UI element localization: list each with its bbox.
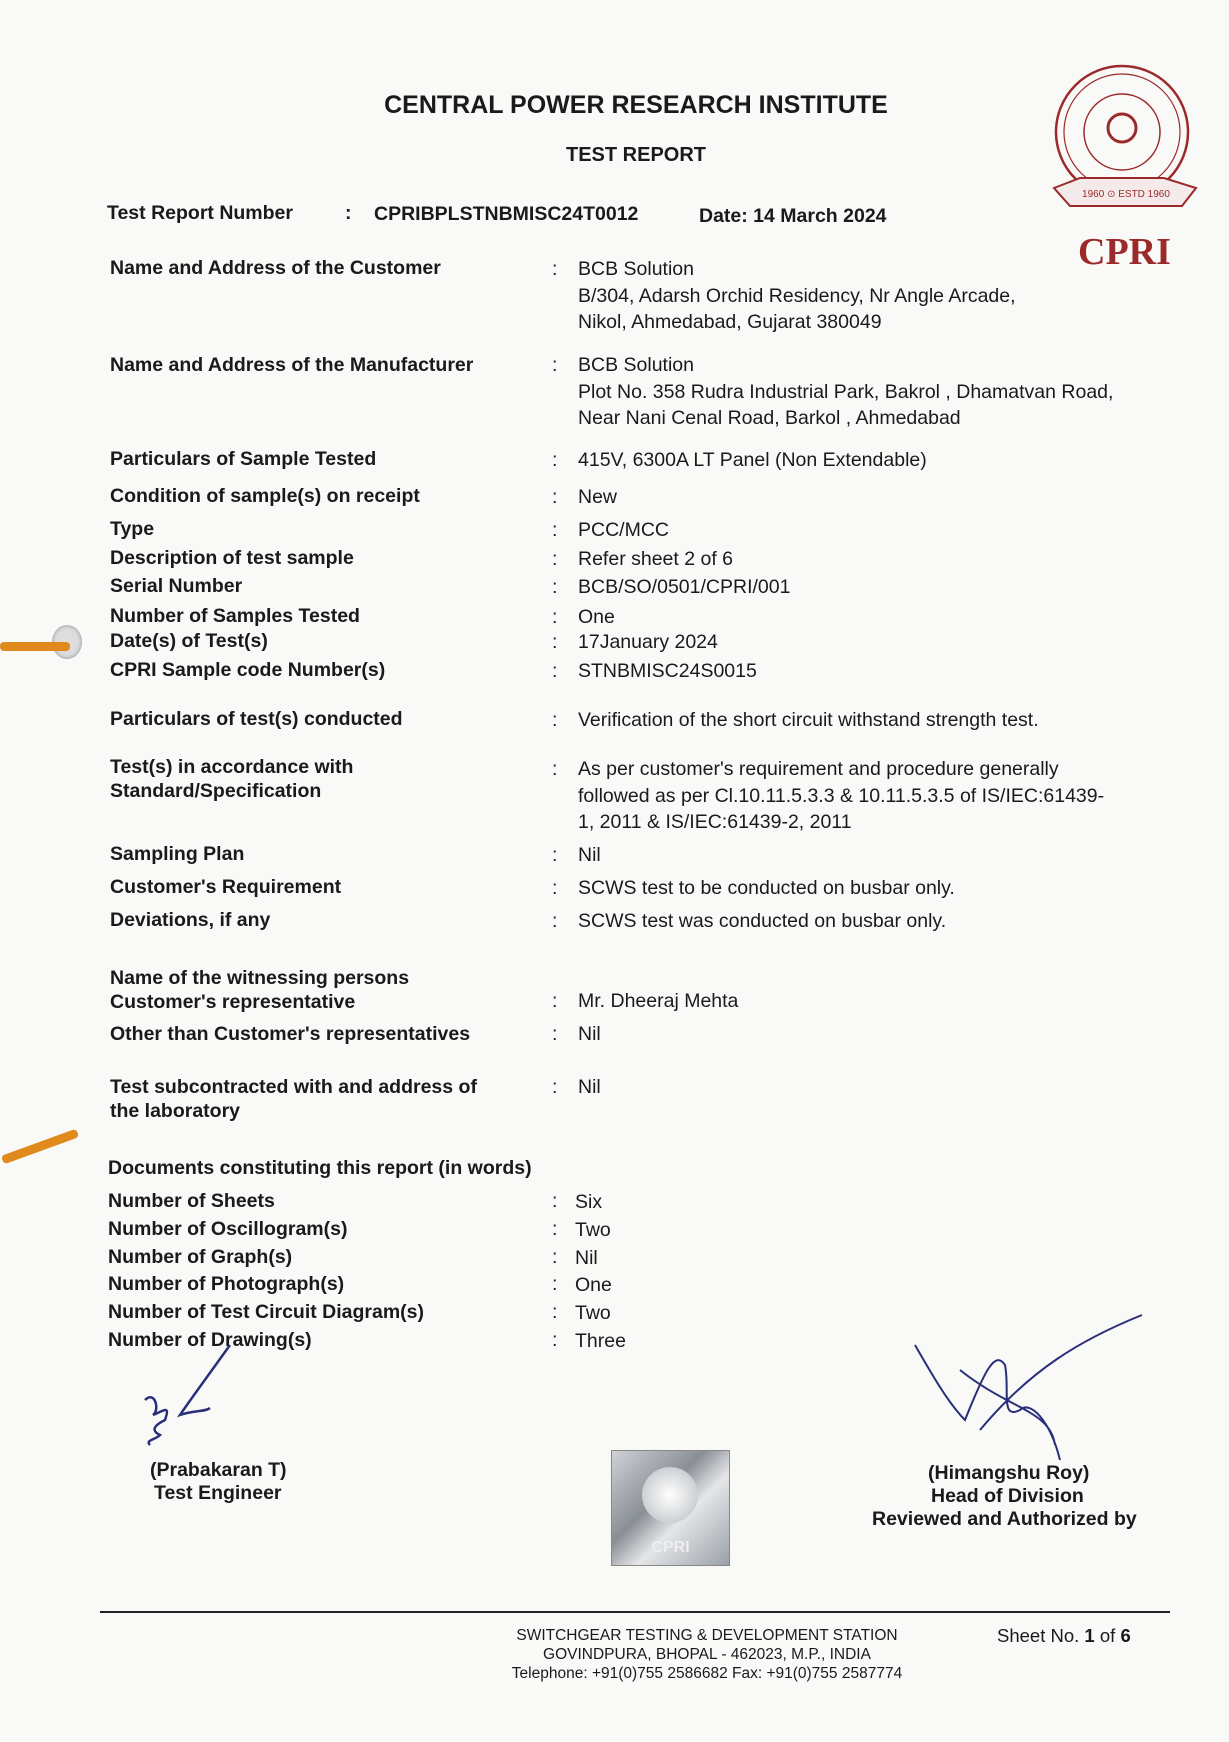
field-value-line: STNBMISC24S0015 xyxy=(578,660,757,682)
colon: : xyxy=(552,1023,558,1045)
field-label xyxy=(110,353,473,377)
document-count-value: Six xyxy=(575,1191,603,1213)
field-label xyxy=(110,658,385,682)
svg-text:1960 ⊙ ESTD 1960: 1960 ⊙ ESTD 1960 xyxy=(1082,189,1170,200)
colon: : xyxy=(345,202,352,224)
sheet-number xyxy=(997,1625,1131,1647)
field-label-line: Deviations, if any xyxy=(110,909,271,931)
field-label xyxy=(110,875,341,899)
field-value xyxy=(578,1074,601,1101)
field-value-line: SCWS test was conducted on busbar only. xyxy=(578,910,947,932)
colon: : xyxy=(552,1190,558,1212)
field-value-line: 1, 2011 & IS/IEC:61439-2, 2011 xyxy=(578,811,852,833)
field-label xyxy=(110,517,154,541)
colon: : xyxy=(552,990,558,1012)
field-label-line: Name of the witnessing persons xyxy=(110,967,410,989)
colon: : xyxy=(552,1301,558,1324)
report-number-label: Test Report Number xyxy=(107,202,293,224)
colon: : xyxy=(552,258,558,280)
field-label xyxy=(110,546,354,570)
field-value xyxy=(578,1021,601,1048)
field-label-line: Serial Number xyxy=(110,575,243,597)
field-value-line: followed as per Cl.10.11.5.3.3 & 10.11.5.3.5 of IS/IEC:61439- xyxy=(578,784,1105,807)
field-value-line: BCB Solution xyxy=(578,354,694,376)
colon: : xyxy=(552,576,558,598)
head-of-division-role: Head of Division xyxy=(931,1485,1084,1507)
field-label-line: Customer's Requirement xyxy=(110,876,342,898)
field-label xyxy=(110,604,360,628)
document-count-label: Number of Drawing(s) xyxy=(108,1329,312,1351)
field-value xyxy=(578,604,615,631)
document-count-label: Number of Test Circuit Diagram(s) xyxy=(108,1301,425,1324)
field-label-line: CPRI Sample code Number(s) xyxy=(110,659,386,681)
field-value xyxy=(578,256,1016,336)
field-label-line: Standard/Specification xyxy=(110,780,322,802)
field-value-line: One xyxy=(578,606,615,628)
sheet-total: 6 xyxy=(1120,1625,1131,1646)
document-count-label: Number of Graph(s) xyxy=(108,1245,293,1268)
field-value xyxy=(578,484,617,511)
field-value-line: Plot No. 358 Rudra Industrial Park, Bakrol , Dhamatvan Road, xyxy=(578,380,1114,403)
field-value xyxy=(578,707,1039,734)
field-value-line: Nikol, Ahmedabad, Gujarat 380049 xyxy=(578,311,882,333)
field-value xyxy=(578,629,718,656)
colon: : xyxy=(552,877,558,899)
field-label xyxy=(110,908,270,932)
field-label-line: Name and Address of the Manufacturer xyxy=(110,354,474,376)
document-count-value: Two xyxy=(575,1302,611,1325)
field-label-line: Description of test sample xyxy=(110,547,354,569)
test-engineer-signature xyxy=(135,1340,245,1455)
documents-heading: Documents constituting this report (in words) xyxy=(108,1157,532,1179)
field-label-line: Number of Samples Tested xyxy=(110,605,360,627)
colon: : xyxy=(552,758,558,780)
field-value-line: Near Nani Cenal Road, Barkol , Ahmedabad xyxy=(578,407,961,429)
colon: : xyxy=(552,910,558,932)
colon: : xyxy=(552,354,558,376)
binding-string xyxy=(1,1129,79,1165)
field-label xyxy=(110,1075,477,1123)
field-label xyxy=(110,256,441,280)
head-of-division-signature xyxy=(910,1310,1150,1470)
institute-title: CENTRAL POWER RESEARCH INSTITUTE xyxy=(384,91,888,119)
colon: : xyxy=(552,660,558,682)
field-label-line: Customer's representative xyxy=(110,991,356,1013)
test-engineer-name: (Prabakaran T) xyxy=(150,1459,287,1481)
footer-address: GOVINDPURA, BHOPAL - 462023, M.P., INDIA xyxy=(543,1646,871,1663)
field-value xyxy=(578,352,1113,432)
footer-station: SWITCHGEAR TESTING & DEVELOPMENT STATION xyxy=(516,1627,898,1644)
document-type: TEST REPORT xyxy=(565,144,706,166)
field-label xyxy=(110,484,420,508)
field-label xyxy=(110,755,353,803)
field-label-line: Type xyxy=(110,518,155,540)
field-label xyxy=(110,1022,470,1046)
report-date: Date: 14 March 2024 xyxy=(699,205,887,227)
colon: : xyxy=(552,486,558,508)
authorization-note: Reviewed and Authorized by xyxy=(872,1508,1137,1530)
field-label-line: Other than Customer's representatives xyxy=(110,1023,471,1045)
field-label-line: Test subcontracted with and address of xyxy=(110,1076,477,1098)
field-label xyxy=(110,707,403,731)
field-label xyxy=(110,629,268,653)
cpri-seal-logo xyxy=(1050,60,1202,220)
field-label-line: Date(s) of Test(s) xyxy=(110,630,268,652)
field-value-line: Mr. Dheeraj Mehta xyxy=(578,990,739,1012)
field-label xyxy=(110,447,376,471)
field-value-line: Nil xyxy=(578,1076,601,1098)
field-label xyxy=(110,842,244,866)
field-value-line: As per customer's requirement and procedure generally xyxy=(578,758,1059,780)
field-label-line: Sampling Plan xyxy=(110,843,245,865)
field-value xyxy=(578,447,927,474)
colon: : xyxy=(552,1273,558,1296)
colon: : xyxy=(552,548,558,570)
field-value-line: BCB/SO/0501/CPRI/001 xyxy=(578,576,791,598)
field-value xyxy=(578,842,601,869)
document-count-value: One xyxy=(575,1274,612,1297)
binding-string xyxy=(0,642,70,651)
field-value-line: B/304, Adarsh Orchid Residency, Nr Angle Arcade, xyxy=(578,284,1016,307)
colon: : xyxy=(552,709,558,731)
field-value-line: Nil xyxy=(578,1023,601,1045)
sheet-prefix: Sheet No. xyxy=(997,1625,1085,1646)
colon: : xyxy=(552,606,558,628)
cpri-logo-text: CPRI xyxy=(1078,231,1171,273)
field-value-line: Nil xyxy=(578,844,601,866)
field-label xyxy=(110,574,242,598)
colon: : xyxy=(552,1245,558,1268)
test-engineer-role: Test Engineer xyxy=(154,1482,282,1504)
document-count-value: Three xyxy=(575,1330,626,1352)
cpri-hologram-sticker xyxy=(611,1450,730,1566)
report-number: CPRIBPLSTNBMISC24T0012 xyxy=(374,203,639,225)
document-count-value: Nil xyxy=(575,1246,598,1269)
field-label-line: Particulars of test(s) conducted xyxy=(110,708,403,730)
colon: : xyxy=(552,1217,558,1240)
field-label-line: Name and Address of the Customer xyxy=(110,257,441,279)
field-label-line: Test(s) in accordance with xyxy=(110,756,354,778)
field-value xyxy=(578,756,1104,836)
field-value-line: New xyxy=(578,486,618,508)
sheet-current: 1 xyxy=(1084,1625,1095,1646)
field-value xyxy=(578,546,733,573)
document-count-label: Number of Sheets xyxy=(108,1190,275,1212)
field-value-line: Refer sheet 2 of 6 xyxy=(578,548,734,570)
document-count-value: Two xyxy=(575,1218,611,1241)
footer-contact: Telephone: +91(0)755 2586682 Fax: +91(0)755 2587774 xyxy=(511,1665,903,1682)
document-count-label: Number of Photograph(s) xyxy=(108,1273,345,1296)
field-value xyxy=(578,517,669,544)
field-label-line: the laboratory xyxy=(110,1100,241,1122)
field-value-line: 415V, 6300A LT Panel (Non Extendable) xyxy=(578,449,927,471)
field-label-line: Particulars of Sample Tested xyxy=(110,448,377,470)
colon: : xyxy=(552,1076,558,1098)
field-value-line: Verification of the short circuit withstand strength test. xyxy=(578,709,1039,731)
field-value-line: 17January 2024 xyxy=(578,631,718,653)
field-label-line: Condition of sample(s) on receipt xyxy=(110,485,420,507)
hologram-text: CPRI xyxy=(651,1539,690,1556)
field-value-line: SCWS test to be conducted on busbar only. xyxy=(578,877,955,899)
field-value xyxy=(578,574,790,601)
field-value-line: BCB Solution xyxy=(578,258,694,280)
sheet-of: of xyxy=(1094,1625,1121,1646)
field-value xyxy=(578,875,955,902)
colon: : xyxy=(552,449,558,471)
head-of-division-name: (Himangshu Roy) xyxy=(928,1462,1090,1484)
field-value xyxy=(578,658,757,685)
colon: : xyxy=(552,519,558,541)
footer-divider xyxy=(100,1611,1170,1613)
colon: : xyxy=(552,631,558,653)
field-label xyxy=(110,966,409,1014)
field-value-line: PCC/MCC xyxy=(578,519,669,541)
colon: : xyxy=(552,844,558,866)
field-value xyxy=(578,908,946,935)
field-value xyxy=(578,988,738,1015)
colon: : xyxy=(552,1329,558,1351)
document-count-label: Number of Oscillogram(s) xyxy=(108,1217,348,1240)
